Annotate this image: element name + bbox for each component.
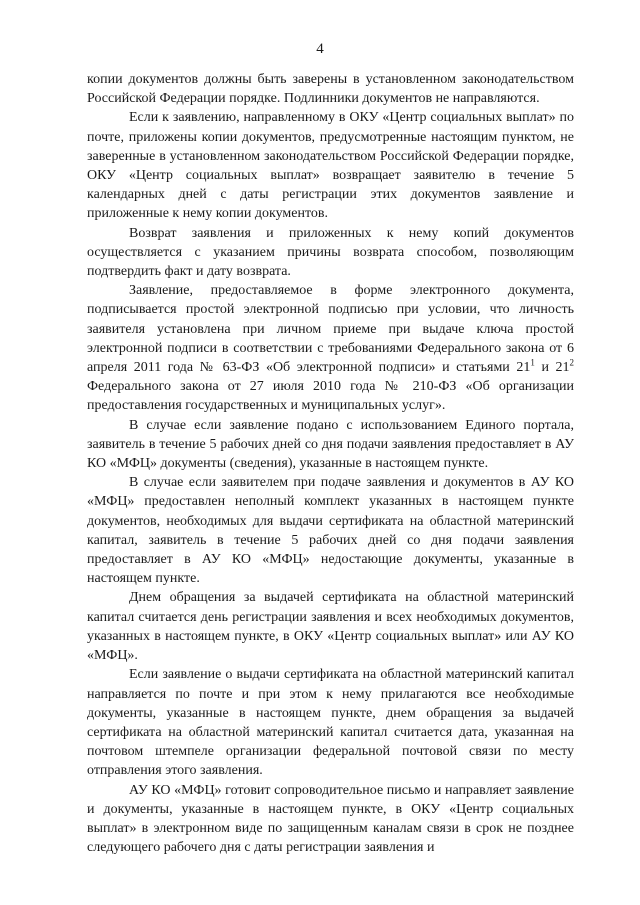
- paragraph-6: В случае если заявителем при подаче заявления и документов в АУ КО «МФЦ» предоставлен неполный комплект указанных в настоящем пункте документов, необходимых для выдачи сертификата на областной материнский капитал, заявитель в течение 5 рабочих дней со дня подачи заявления предоставляет в АУ КО «МФЦ» недостающие документы, указанные в настоящем пункте.: [87, 475, 574, 587]
- paragraph-4-text-c: Федерального закона от 27 июля 2010 года № 210-ФЗ «Об организации предоставления государственных и муниципальных услуг».: [87, 379, 574, 414]
- paragraph-4-text-b: и 21: [534, 360, 570, 376]
- paragraph-1: копии документов должны быть заверены в установленном законодательством Российской Федерации порядке. Подлинники документов не направляются.: [87, 72, 574, 107]
- document-body: [87, 70, 574, 857]
- paragraph-5: В случае если заявление подано с использованием Единого портала, заявитель в течение 5 рабочих дней со дня подачи заявления предоставляет в АУ КО «МФЦ» документы (сведения), указанные в настоящем пункте.: [87, 417, 574, 472]
- paragraph-4: [87, 281, 574, 415]
- paragraph-8: Если заявление о выдачи сертификата на областной материнский капитал направляется по почте и при этом к нему прилагаются все необходимые документы, указанные в настоящем пункте, днем обращения за выдачей сертификата на областной материнский капитал считается дата, указанная на почтовом штемпеле организации федеральной почтовой связи по месту отправления этого заявления.: [87, 667, 574, 779]
- paragraph-7: Днем обращения за выдачей сертификата на областной материнский капитал считается день регистрации заявления и всех необходимых документов, указанных в настоящем пункте, в ОКУ «Центр социальных выплат» или АУ КО «МФЦ».: [87, 590, 574, 664]
- superscript-2: 2: [569, 357, 574, 368]
- paragraph-4-text-a: Заявление, предоставляемое в форме электронного документа, подписывается простой электронной подписью при условии, что личность заявителя установлена при личном приеме при выдаче ключа простой электронной подписи в соответствии с требованиями Федерального закона от 6 апреля 2011 года № 63-ФЗ «Об электронной подписи» и статьями 21: [87, 283, 574, 376]
- paragraph-2: Если к заявлению, направленному в ОКУ «Центр социальных выплат» по почте, приложены копии документов, предусмотренные настоящим пунктом, не заверенные в установленном законодательством Российской Федерации порядке, ОКУ «Центр социальных выплат» возвращает заявителю в течение 5 календарных дней с даты регистрации этих документов заявление и приложенные к нему копии документов.: [87, 110, 574, 222]
- superscript-1: 1: [530, 357, 535, 368]
- paragraph-3: Возврат заявления и приложенных к нему копий документов осуществляется с указанием причины возврата способом, позволяющим подтвердить факт и дату возврата.: [87, 225, 574, 280]
- paragraph-9: АУ КО «МФЦ» готовит сопроводительное письмо и направляет заявление и документы, указанные в настоящем пункте, в ОКУ «Центр социальных выплат» в электронном виде по защищенным каналам связи в срок не позднее следующего рабочего дня с даты регистрации заявления и: [87, 782, 574, 856]
- page-number: 4: [316, 41, 324, 57]
